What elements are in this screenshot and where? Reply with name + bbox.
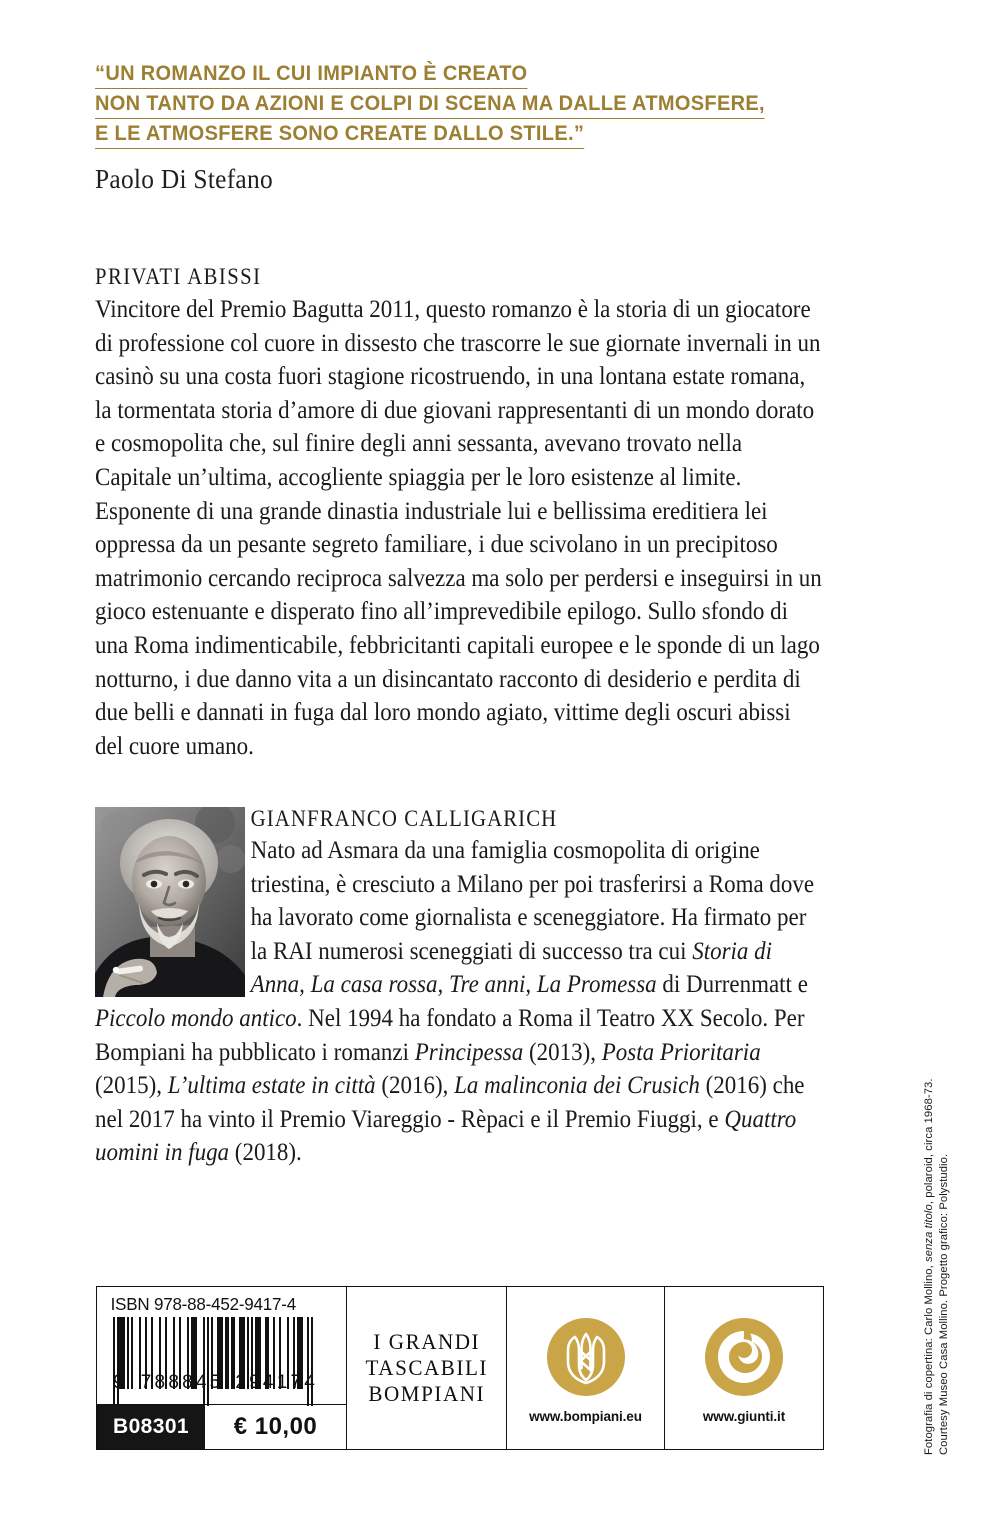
- pull-quote: [95, 60, 815, 150]
- credits-line-2: Courtesy Museo Casa Mollino. Progetto grafico: Polystudio.: [937, 1153, 950, 1455]
- shield-flower-icon: [557, 1328, 615, 1386]
- barcode-graphic: [97, 1317, 346, 1404]
- imprint-line-3: BOMPIANI: [368, 1381, 485, 1406]
- spiral-g-icon: [713, 1326, 775, 1388]
- quote-line-3: E LE ATMOSFERE SONO CREATE DALLO STILE.”: [95, 120, 584, 149]
- synopsis-body: [95, 293, 824, 763]
- giunti-logo-icon: [705, 1318, 783, 1396]
- imprint-line-1: I GRANDI: [373, 1329, 480, 1354]
- synopsis-paragraph: Vincitore del Premio Bagutta 2011, questo romanzo è la storia di un giocatore di professione col cuore in dissesto che trascorre le sue giornate invernali in un casinò su una costa fuori stagione ricostruendo, in una lontana estate romana, la tormentata storia d’amore di due giovani rappresentanti di un mondo dorato e cosmopolita che, sul finire degli anni sessanta, avevano trovato nella Capitale un’ultima, accogliente spiaggia per le loro esistenze al limite. Esponente di una grande dinastia industriale lui e bellissima ereditiera lei oppressa da un pesante segreto familiare, i due scivolano in un precipitoso matrimonio cercando reciproca salvezza ma solo per perdersi e inseguirsi in un gioco estenuante e disperato fino all’imprevedibile epilogo. Sullo sfondo di una Roma indimenticabile, febbricitanti capitali europee e le sponde di un lago notturno, i due danno vita a un disincantato racconto di desiderio e perdita di due belli e dannati in fuga dal loro mondo agiato, vittime degli oscuri abissi del cuore umano.: [95, 295, 822, 760]
- barcode-digit-group-2: 788845: [140, 1372, 224, 1393]
- imprint-name: [365, 1329, 487, 1407]
- author-name: GIANFRANCO CALLIGARICH: [250, 806, 558, 831]
- price-row: [97, 1404, 346, 1449]
- barcode-digit-group-1: 9: [113, 1372, 127, 1393]
- synopsis-block: [95, 262, 825, 763]
- bompiani-url[interactable]: www.bompiani.eu: [529, 1409, 642, 1424]
- quote-line-1: “UN ROMANZO IL CUI IMPIANTO È CREATO: [95, 60, 527, 89]
- barcode-cell: [97, 1287, 347, 1449]
- imprint-cell: [347, 1287, 507, 1449]
- imprint-line-2: TASCABILI: [365, 1355, 488, 1380]
- quote-line-2: NON TANTO DA AZIONI E COLPI DI SCENA MA DALLE ATMOSFERE,: [95, 90, 765, 119]
- isbn-label: ISBN 978-88-452-9417-4: [110, 1294, 297, 1314]
- bompiani-logo-icon: [547, 1318, 625, 1396]
- barcode-digits: [113, 1372, 334, 1394]
- product-code: B08301: [97, 1405, 205, 1449]
- bompiani-cell[interactable]: [507, 1287, 665, 1449]
- credits-line-1: Fotografia di copertina: Carlo Mollino, senza titolo, polaroid, circa 1968-73.: [923, 1078, 935, 1455]
- author-bio-paragraph: Nato ad Asmara da una famiglia cosmopolita di origine triestina, è cresciuto a Milano per poi trasferirsi a Roma dove ha lavorato come giornalista e sceneggiatore. Ha firmato per la RAI numerosi sceneggiati di successo tra cui Storia di Anna, La casa rossa, Tre anni, La Promessa di Durrenmatt e Piccolo mondo antico. Nel 1994 ha fondato a Roma il Teatro XX Secolo. Per Bompiani ha pubblicato i romanzi Principessa (2013), Posta Prioritaria (2015), L’ultima estate in città (2016), La malinconia dei Crusich (2016) che nel 2017 ha vinto il Premio Viareggio - Rèpaci e il Premio Fiuggi, e Quattro uomini in fuga (2018).: [95, 836, 815, 1167]
- author-bio-text: [95, 803, 824, 1170]
- quote-attribution: Paolo Di Stefano: [95, 164, 273, 194]
- cover-credits: [922, 955, 951, 1455]
- price-value: € 10,00: [233, 1413, 318, 1440]
- author-block: [95, 803, 825, 1170]
- giunti-cell[interactable]: [665, 1287, 823, 1449]
- isbn-publisher-bar: [96, 1286, 824, 1450]
- synopsis-title: PRIVATI ABISSI: [95, 264, 262, 289]
- barcode-digit-group-3: 294174: [235, 1372, 318, 1393]
- giunti-url[interactable]: www.giunti.it: [702, 1409, 786, 1424]
